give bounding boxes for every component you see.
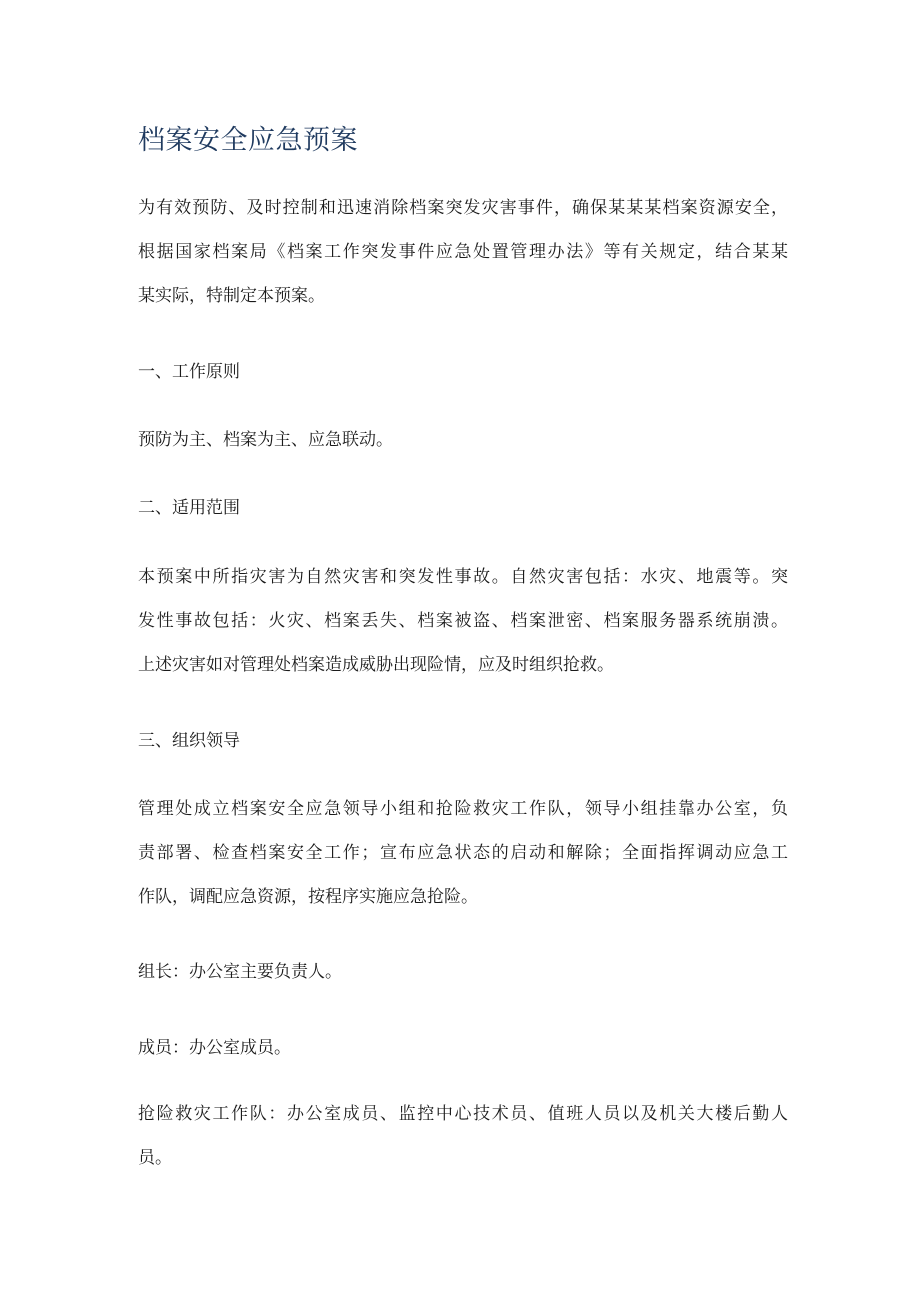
paragraph-line: 上述灾害如对管理处档案造成威胁出现险情，应及时组织抢救。 — [138, 655, 614, 675]
document-title: 档案安全应急预案 — [138, 125, 358, 156]
paragraph-line: 员。 — [138, 1148, 172, 1168]
paragraph-line: 组长：办公室主要负责人。 — [138, 962, 342, 982]
paragraph-line: 预防为主、档案为主、应急联动。 — [138, 430, 393, 450]
intro-line: 某实际，特制定本预案。 — [138, 286, 325, 306]
intro-paragraph — [138, 186, 788, 318]
section-heading-scope — [138, 486, 788, 530]
members-paragraph — [138, 1026, 788, 1070]
paragraph-line: 责部署、检查档案安全工作；宣布应急状态的启动和解除；全面指挥调动应急工 — [138, 843, 788, 863]
rescue-team-paragraph — [138, 1092, 788, 1180]
paragraph-line: 本预案中所指灾害为自然灾害和突发性事故。自然灾害包括：水灾、地震等。突 — [138, 567, 788, 587]
paragraph-line: 成员：办公室成员。 — [138, 1038, 291, 1058]
principles-paragraph — [138, 418, 788, 462]
leader-paragraph — [138, 950, 788, 994]
scope-paragraph — [138, 555, 788, 687]
intro-line: 为有效预防、及时控制和迅速消除档案突发灾害事件，确保某某某档案资源安全， — [138, 198, 788, 218]
section-heading-organization — [138, 719, 788, 763]
section-heading-principles — [138, 350, 788, 394]
intro-line: 根据国家档案局《档案工作突发事件应急处置管理办法》等有关规定，结合某某 — [138, 242, 788, 262]
section-heading: 一、工作原则 — [138, 362, 240, 382]
paragraph-line: 管理处成立档案安全应急领导小组和抢险救灾工作队，领导小组挂靠办公室，负 — [138, 799, 788, 819]
paragraph-line: 发性事故包括：火灾、档案丢失、档案被盗、档案泄密、档案服务器系统崩溃。 — [138, 611, 788, 631]
organization-paragraph — [138, 787, 788, 919]
paragraph-line: 抢险救灾工作队：办公室成员、监控中心技术员、值班人员以及机关大楼后勤人 — [138, 1104, 788, 1124]
section-heading: 二、适用范围 — [138, 498, 240, 518]
paragraph-line: 作队，调配应急资源，按程序实施应急抢险。 — [138, 887, 478, 907]
section-heading: 三、组织领导 — [138, 731, 240, 751]
